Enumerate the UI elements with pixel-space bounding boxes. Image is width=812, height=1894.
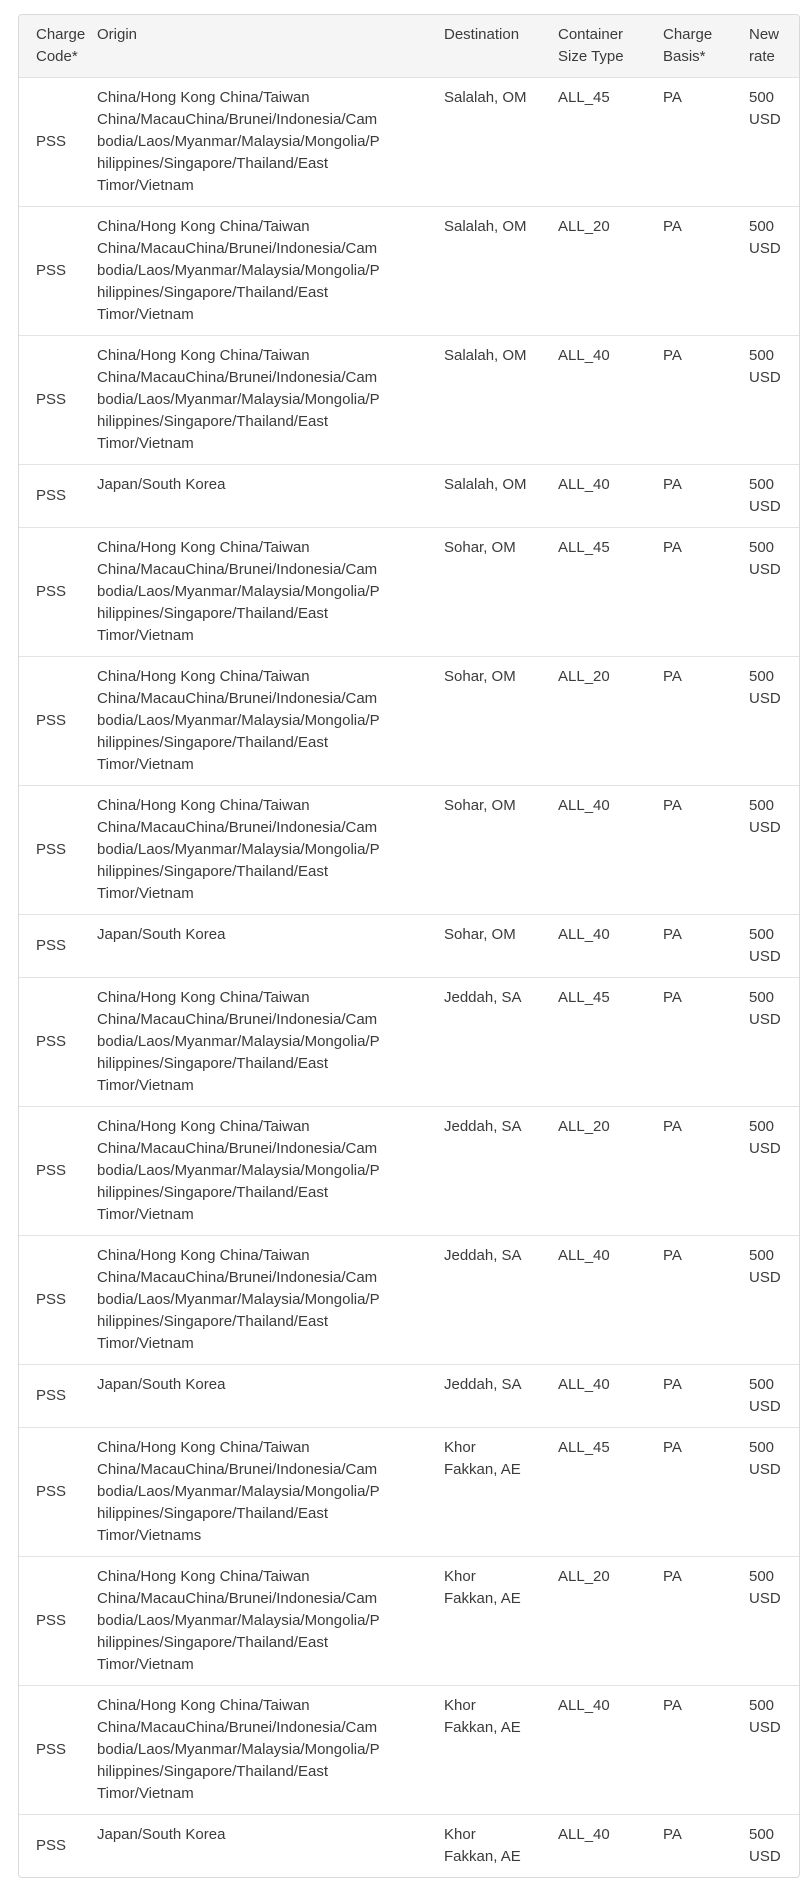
new-rate-cell (749, 1365, 799, 1428)
destination-text: Jeddah, SA (444, 1118, 522, 1135)
new-rate-cell (749, 978, 799, 1107)
origin-text: Japan/South Korea (97, 1826, 226, 1843)
container-size-cell: ALL_40 (558, 915, 663, 978)
origin-cell (97, 78, 444, 207)
col-header-destination: Destination (444, 15, 558, 78)
new-rate-cell (749, 1236, 799, 1365)
origin-text: China/Hong Kong China/Taiwan China/MacauChina/Brunei/Indonesia/Cambodia/Laos/Myanmar/Malaysia/Mongolia/Philippines/Singapore/Thailand/East Timor/Vietnam (97, 797, 380, 902)
origin-text: China/Hong Kong China/Taiwan China/MacauChina/Brunei/Indonesia/Cambodia/Laos/Myanmar/Malaysia/Mongolia/Philippines/Singapore/Thailand/East Timor/Vietnam (97, 1568, 380, 1673)
new-rate-text: 500 USD (749, 668, 781, 707)
new-rate-text: 500 USD (749, 476, 781, 515)
table-row (19, 207, 799, 336)
container-size-cell: ALL_40 (558, 336, 663, 465)
origin-cell (97, 915, 444, 978)
table-row (19, 1428, 799, 1557)
col-header-charge-code: Charge Code* (19, 15, 97, 78)
new-rate-text: 500 USD (749, 1376, 781, 1415)
origin-cell (97, 1557, 444, 1686)
origin-text: China/Hong Kong China/Taiwan China/MacauChina/Brunei/Indonesia/Cambodia/Laos/Myanmar/Malaysia/Mongolia/Philippines/Singapore/Thailand/East Timor/Vietnam (97, 539, 380, 644)
destination-text: Salalah, OM (444, 218, 527, 235)
origin-cell (97, 1107, 444, 1236)
destination-cell (444, 78, 558, 207)
destination-cell (444, 1428, 558, 1557)
container-size-cell: ALL_45 (558, 78, 663, 207)
charge-code-cell: PSS (19, 78, 97, 207)
charge-code-cell: PSS (19, 1365, 97, 1428)
charge-basis-cell: PA (663, 1557, 749, 1686)
destination-text: Salalah, OM (444, 347, 527, 364)
table-row (19, 336, 799, 465)
origin-text: Japan/South Korea (97, 1376, 226, 1393)
origin-cell (97, 1686, 444, 1815)
origin-cell (97, 786, 444, 915)
destination-text: Khor Fakkan, AE (444, 1439, 521, 1478)
origin-text: China/Hong Kong China/Taiwan China/MacauChina/Brunei/Indonesia/Cambodia/Laos/Myanmar/Malaysia/Mongolia/Philippines/Singapore/Thailand/East Timor/Vietnam (97, 668, 380, 773)
origin-cell (97, 1365, 444, 1428)
table-row (19, 1686, 799, 1815)
charge-code-cell: PSS (19, 978, 97, 1107)
charge-code-cell: PSS (19, 1107, 97, 1236)
table-row (19, 1107, 799, 1236)
new-rate-cell (749, 207, 799, 336)
new-rate-cell (749, 1428, 799, 1557)
destination-text: Khor Fakkan, AE (444, 1826, 521, 1865)
container-size-cell: ALL_20 (558, 207, 663, 336)
destination-cell (444, 1365, 558, 1428)
charge-basis-cell: PA (663, 657, 749, 786)
origin-text: China/Hong Kong China/Taiwan China/MacauChina/Brunei/Indonesia/Cambodia/Laos/Myanmar/Malaysia/Mongolia/Philippines/Singapore/Thailand/East Timor/Vietnam (97, 89, 380, 194)
new-rate-text: 500 USD (749, 926, 781, 965)
origin-cell (97, 1236, 444, 1365)
destination-text: Salalah, OM (444, 89, 527, 106)
new-rate-text: 500 USD (749, 89, 781, 128)
origin-text: China/Hong Kong China/Taiwan China/MacauChina/Brunei/Indonesia/Cambodia/Laos/Myanmar/Malaysia/Mongolia/Philippines/Singapore/Thailand/East Timor/Vietnam (97, 218, 380, 323)
charge-basis-cell: PA (663, 1815, 749, 1878)
destination-text: Jeddah, SA (444, 1247, 522, 1264)
table-row (19, 78, 799, 207)
charge-code-cell: PSS (19, 528, 97, 657)
charge-basis-cell: PA (663, 978, 749, 1107)
table-row (19, 915, 799, 978)
origin-cell (97, 336, 444, 465)
new-rate-cell (749, 1107, 799, 1236)
col-header-charge-basis: Charge Basis* (663, 15, 749, 78)
table-row (19, 1815, 799, 1878)
charge-code-cell: PSS (19, 207, 97, 336)
table-header-row (19, 15, 799, 78)
destination-cell (444, 915, 558, 978)
charge-basis-cell: PA (663, 78, 749, 207)
destination-cell (444, 1815, 558, 1878)
new-rate-text: 500 USD (749, 1697, 781, 1736)
new-rate-cell (749, 336, 799, 465)
destination-cell (444, 1107, 558, 1236)
container-size-cell: ALL_45 (558, 1428, 663, 1557)
destination-cell (444, 465, 558, 528)
new-rate-cell (749, 1686, 799, 1815)
new-rate-text: 500 USD (749, 1826, 781, 1865)
new-rate-cell (749, 915, 799, 978)
origin-cell (97, 1815, 444, 1878)
charge-code-cell: PSS (19, 1428, 97, 1557)
container-size-cell: ALL_20 (558, 657, 663, 786)
destination-text: Sohar, OM (444, 926, 516, 943)
charge-basis-cell: PA (663, 1236, 749, 1365)
new-rate-text: 500 USD (749, 218, 781, 257)
destination-cell (444, 786, 558, 915)
destination-cell (444, 1557, 558, 1686)
origin-cell (97, 528, 444, 657)
destination-cell (444, 657, 558, 786)
origin-text: Japan/South Korea (97, 926, 226, 943)
table-row (19, 1236, 799, 1365)
origin-text: China/Hong Kong China/Taiwan China/MacauChina/Brunei/Indonesia/Cambodia/Laos/Myanmar/Malaysia/Mongolia/Philippines/Singapore/Thailand/East Timor/Vietnam (97, 347, 380, 452)
destination-text: Sohar, OM (444, 797, 516, 814)
origin-cell (97, 1428, 444, 1557)
charge-basis-cell: PA (663, 1365, 749, 1428)
charge-code-cell: PSS (19, 1236, 97, 1365)
new-rate-cell (749, 78, 799, 207)
new-rate-text: 500 USD (749, 1439, 781, 1478)
rates-table-container (18, 14, 800, 1878)
destination-text: Sohar, OM (444, 668, 516, 685)
new-rate-cell (749, 1557, 799, 1686)
new-rate-cell (749, 528, 799, 657)
charge-code-cell: PSS (19, 915, 97, 978)
col-header-origin: Origin (97, 15, 444, 78)
origin-text: China/Hong Kong China/Taiwan China/MacauChina/Brunei/Indonesia/Cambodia/Laos/Myanmar/Malaysia/Mongolia/Philippines/Singapore/Thailand/East Timor/Vietnams (97, 1439, 380, 1544)
charge-code-cell: PSS (19, 786, 97, 915)
origin-cell (97, 207, 444, 336)
container-size-cell: ALL_45 (558, 528, 663, 657)
origin-text: Japan/South Korea (97, 476, 226, 493)
col-header-new-rate: New rate (749, 15, 799, 78)
charge-code-cell: PSS (19, 1557, 97, 1686)
charge-basis-cell: PA (663, 786, 749, 915)
destination-text: Sohar, OM (444, 539, 516, 556)
table-row (19, 978, 799, 1107)
destination-text: Khor Fakkan, AE (444, 1568, 521, 1607)
new-rate-text: 500 USD (749, 989, 781, 1028)
container-size-cell: ALL_45 (558, 978, 663, 1107)
origin-cell (97, 465, 444, 528)
origin-text: China/Hong Kong China/Taiwan China/MacauChina/Brunei/Indonesia/Cambodia/Laos/Myanmar/Malaysia/Mongolia/Philippines/Singapore/Thailand/East Timor/Vietnam (97, 1247, 380, 1352)
table-row (19, 786, 799, 915)
origin-text: China/Hong Kong China/Taiwan China/MacauChina/Brunei/Indonesia/Cambodia/Laos/Myanmar/Malaysia/Mongolia/Philippines/Singapore/Thailand/East Timor/Vietnam (97, 989, 380, 1094)
destination-text: Salalah, OM (444, 476, 527, 493)
destination-cell (444, 207, 558, 336)
charge-basis-cell: PA (663, 1428, 749, 1557)
destination-cell (444, 1686, 558, 1815)
new-rate-text: 500 USD (749, 1118, 781, 1157)
col-header-container-size-type-label: Container Size Type (558, 26, 624, 65)
origin-text: China/Hong Kong China/Taiwan China/MacauChina/Brunei/Indonesia/Cambodia/Laos/Myanmar/Malaysia/Mongolia/Philippines/Singapore/Thailand/East Timor/Vietnam (97, 1118, 380, 1223)
origin-text: China/Hong Kong China/Taiwan China/MacauChina/Brunei/Indonesia/Cambodia/Laos/Myanmar/Malaysia/Mongolia/Philippines/Singapore/Thailand/East Timor/Vietnam (97, 1697, 380, 1802)
table-row (19, 528, 799, 657)
origin-cell (97, 657, 444, 786)
origin-cell (97, 978, 444, 1107)
destination-text: Jeddah, SA (444, 1376, 522, 1393)
charge-basis-cell: PA (663, 1107, 749, 1236)
new-rate-cell (749, 786, 799, 915)
new-rate-cell (749, 657, 799, 786)
new-rate-text: 500 USD (749, 1568, 781, 1607)
table-row (19, 1557, 799, 1686)
charge-code-cell: PSS (19, 657, 97, 786)
charge-basis-cell: PA (663, 465, 749, 528)
new-rate-cell (749, 465, 799, 528)
table-row (19, 1365, 799, 1428)
charge-basis-cell: PA (663, 528, 749, 657)
charge-basis-cell: PA (663, 1686, 749, 1815)
container-size-cell: ALL_40 (558, 1686, 663, 1815)
charge-code-cell: PSS (19, 1686, 97, 1815)
new-rate-text: 500 USD (749, 539, 781, 578)
destination-text: Khor Fakkan, AE (444, 1697, 521, 1736)
new-rate-text: 500 USD (749, 347, 781, 386)
destination-text: Jeddah, SA (444, 989, 522, 1006)
table-row (19, 657, 799, 786)
destination-cell (444, 978, 558, 1107)
charge-basis-cell: PA (663, 336, 749, 465)
container-size-cell: ALL_20 (558, 1107, 663, 1236)
new-rate-text: 500 USD (749, 1247, 781, 1286)
charge-code-cell: PSS (19, 465, 97, 528)
table-row (19, 465, 799, 528)
charge-code-cell: PSS (19, 336, 97, 465)
destination-cell (444, 1236, 558, 1365)
destination-cell (444, 528, 558, 657)
col-header-container-size-type (558, 15, 663, 78)
container-size-cell: ALL_40 (558, 465, 663, 528)
container-size-cell: ALL_20 (558, 1557, 663, 1686)
container-size-cell: ALL_40 (558, 786, 663, 915)
rates-table (19, 15, 799, 1877)
charge-basis-cell: PA (663, 915, 749, 978)
container-size-cell: ALL_40 (558, 1365, 663, 1428)
container-size-cell: ALL_40 (558, 1236, 663, 1365)
charge-basis-cell: PA (663, 207, 749, 336)
charge-code-cell: PSS (19, 1815, 97, 1878)
new-rate-text: 500 USD (749, 797, 781, 836)
new-rate-cell (749, 1815, 799, 1878)
container-size-cell: ALL_40 (558, 1815, 663, 1878)
destination-cell (444, 336, 558, 465)
